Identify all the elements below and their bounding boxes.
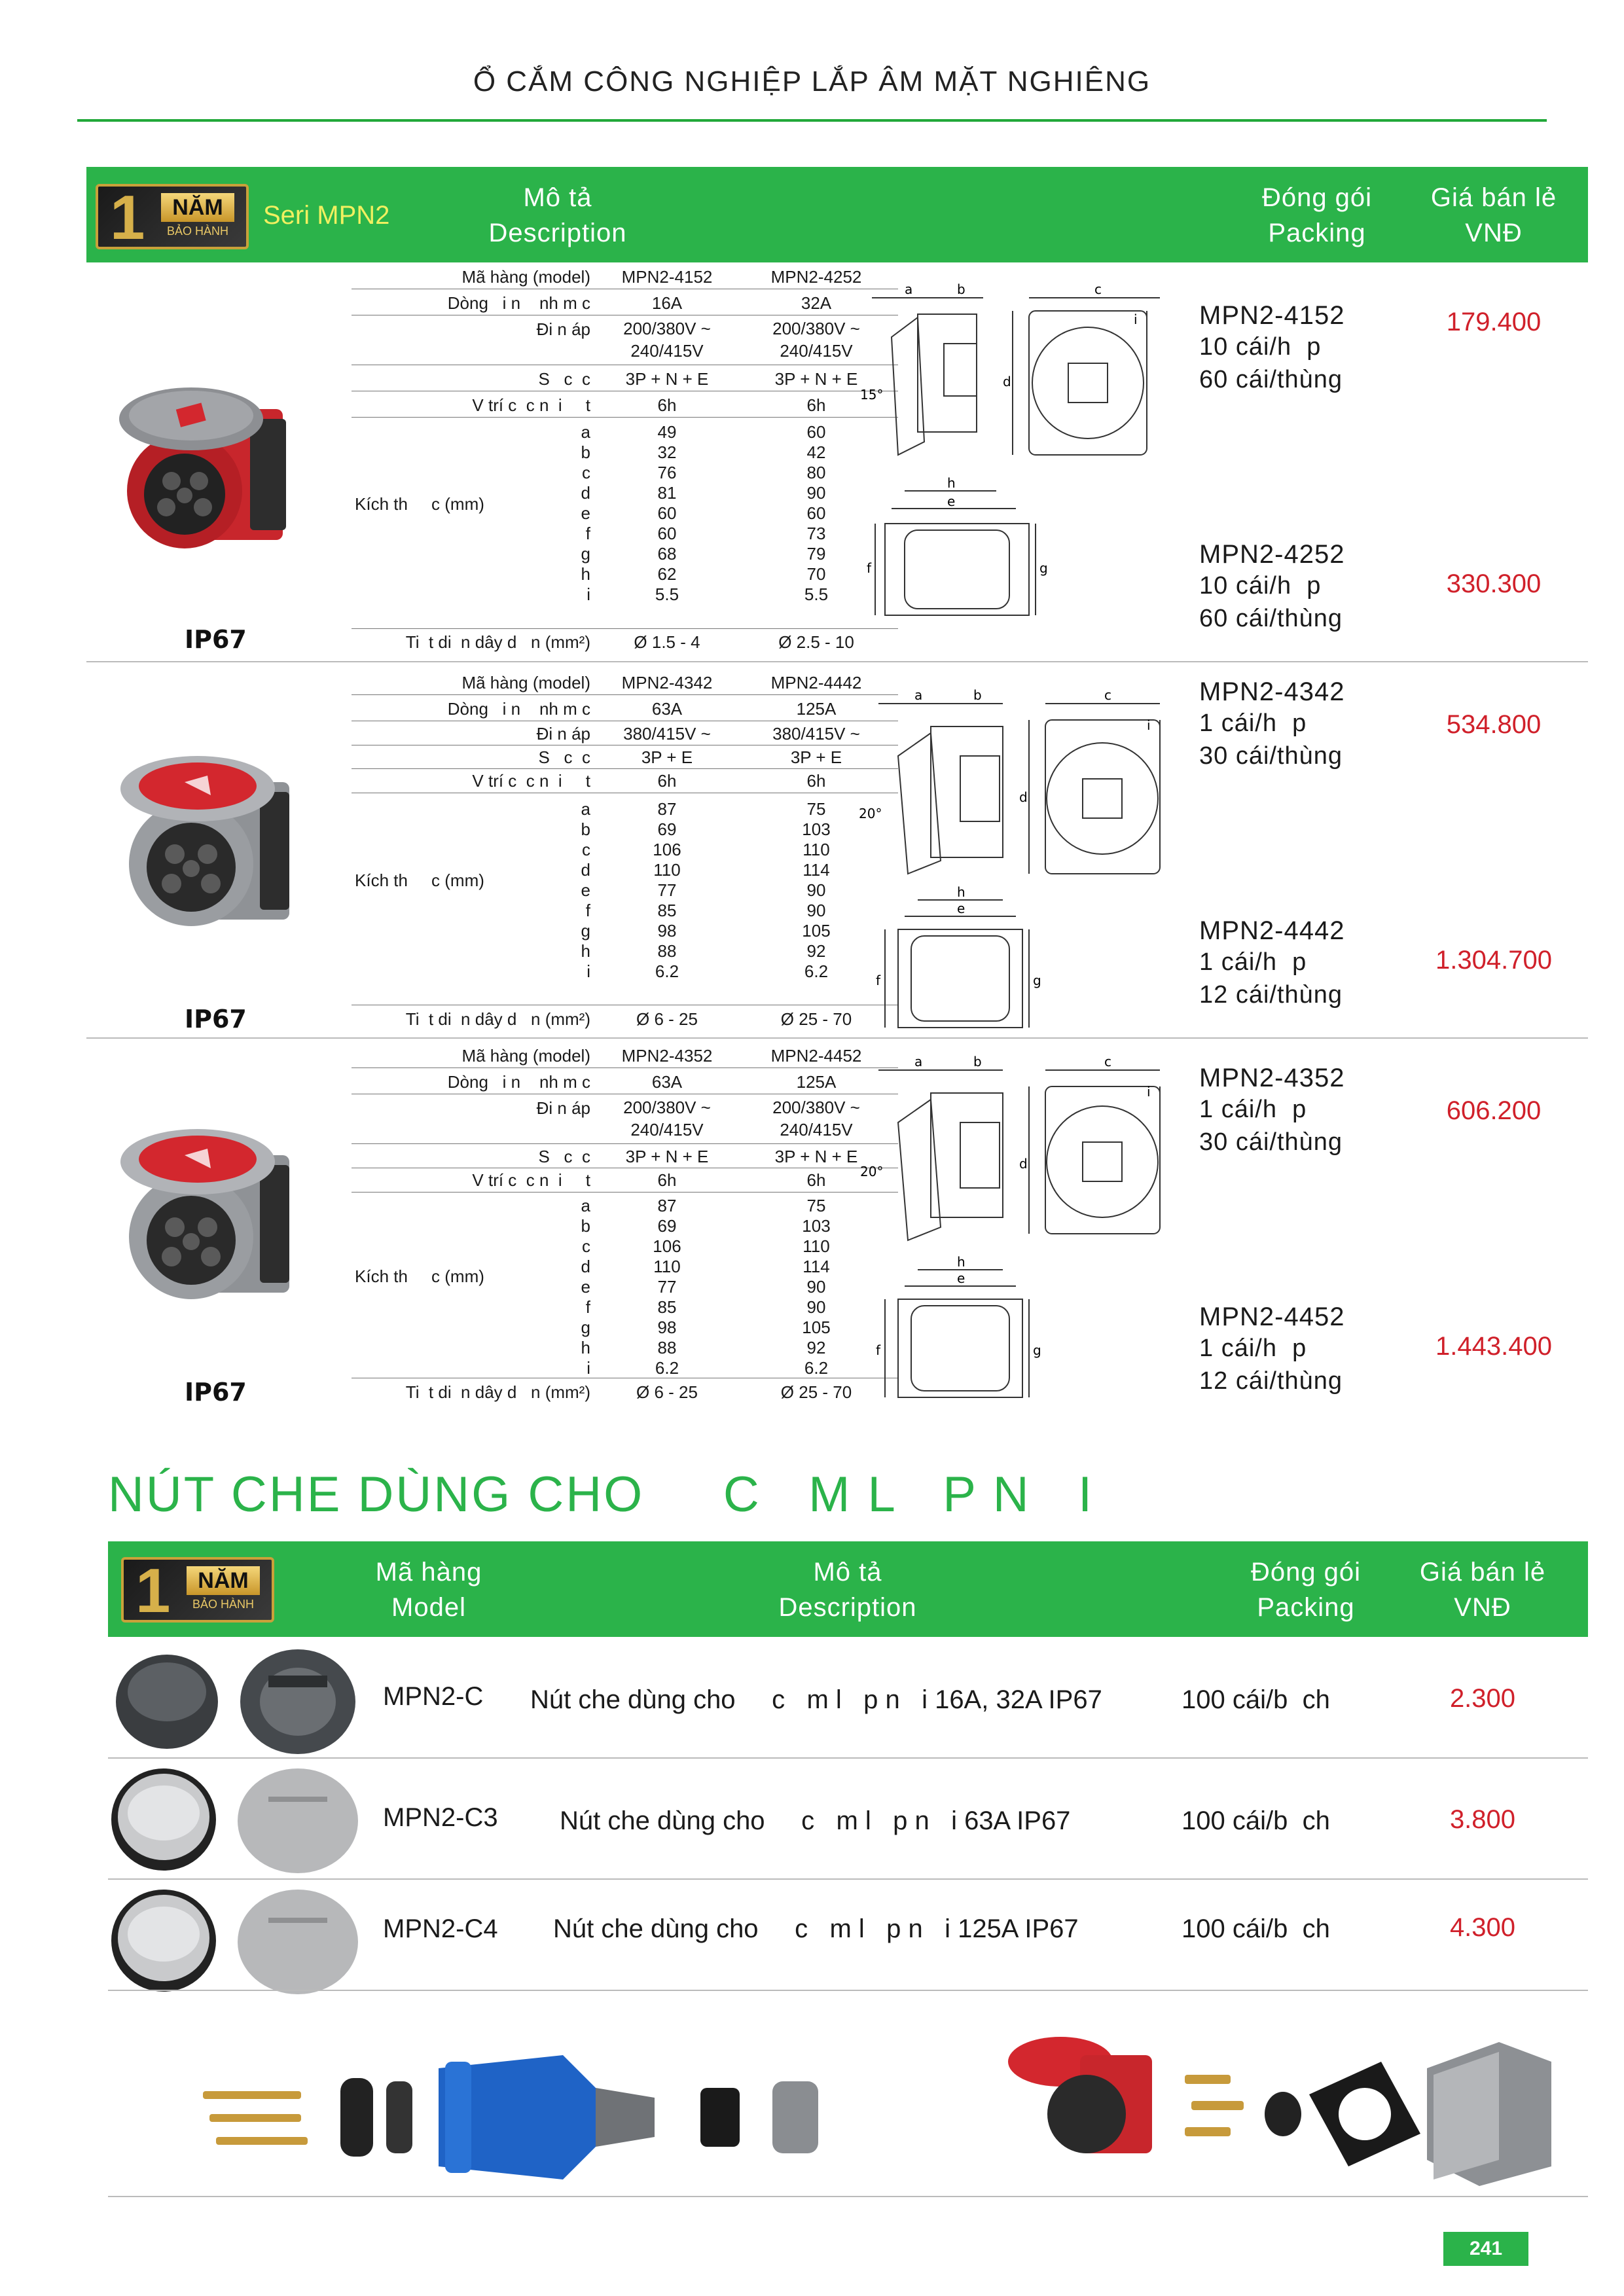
spec-current-2: 125A bbox=[796, 699, 837, 719]
dim-row bbox=[263, 442, 898, 463]
dim-row bbox=[263, 1257, 898, 1277]
dim-key: h bbox=[581, 1338, 590, 1357]
dim-row bbox=[263, 1318, 898, 1338]
dim-row bbox=[263, 463, 898, 483]
dim-key: i bbox=[586, 1358, 590, 1378]
spec-model-label: Mã hàng (model) bbox=[461, 1046, 590, 1066]
dim-value-1: 76 bbox=[657, 463, 677, 482]
cap-header-price-vi: Giá bán lẻ bbox=[1419, 1558, 1546, 1587]
item-price: 330.300 bbox=[1446, 569, 1542, 598]
svg-text:f: f bbox=[867, 560, 872, 576]
spec-model-label: Mã hàng (model) bbox=[461, 673, 590, 692]
dim-value-2: 60 bbox=[806, 503, 826, 523]
block-divider bbox=[86, 661, 1588, 662]
svg-text:c: c bbox=[1104, 1054, 1111, 1069]
dim-row bbox=[263, 483, 898, 503]
dim-value-2: 110 bbox=[803, 840, 830, 859]
cap-price: 3.800 bbox=[1449, 1805, 1516, 1834]
dim-value-2: 90 bbox=[806, 483, 826, 503]
dim-key: e bbox=[581, 503, 590, 523]
product-table-header bbox=[86, 167, 1588, 262]
page-title: Ổ CẮM CÔNG NGHIỆP LẮP ÂM MẶT NGHIÊNG bbox=[473, 65, 1151, 98]
dim-value-1: 69 bbox=[657, 1216, 677, 1236]
spec-model-2: MPN2-4452 bbox=[770, 1046, 862, 1066]
title-divider bbox=[77, 119, 1547, 122]
dim-key: e bbox=[581, 880, 590, 900]
dim-value-1: 32 bbox=[657, 442, 677, 462]
spec-model-label: Mã hàng (model) bbox=[461, 267, 590, 287]
dim-row bbox=[263, 880, 898, 901]
svg-text:e: e bbox=[947, 493, 956, 509]
dim-value-1: 77 bbox=[657, 880, 677, 900]
dim-value-2: 92 bbox=[806, 1338, 826, 1357]
dim-row bbox=[263, 1277, 898, 1297]
dim-value-2: 90 bbox=[806, 1277, 826, 1297]
spec-wire-1: Ø 6 - 25 bbox=[636, 1009, 698, 1029]
spec-wire-2: Ø 2.5 - 10 bbox=[778, 632, 854, 652]
spec-model-1: MPN2-4152 bbox=[621, 267, 713, 287]
spec-current-1: 63A bbox=[651, 1072, 683, 1092]
dim-value-2: 42 bbox=[806, 442, 826, 462]
spec-model-2: MPN2-4442 bbox=[770, 673, 862, 692]
spec-current-1: 16A bbox=[651, 293, 683, 313]
spec-voltage-1: 200/380V ~ 240/415V bbox=[623, 1098, 711, 1139]
warranty-badge bbox=[121, 1556, 274, 1626]
dim-value-1: 81 bbox=[657, 483, 677, 503]
item-code: MPN2-4152 bbox=[1199, 301, 1345, 330]
ip-rating: IP67 bbox=[185, 1005, 247, 1033]
dim-value-1: 6.2 bbox=[655, 1358, 679, 1378]
dim-value-1: 110 bbox=[653, 1257, 681, 1276]
dimension-drawing bbox=[852, 278, 1245, 632]
header-desc-vi: Mô tả bbox=[523, 183, 592, 212]
dim-key: b bbox=[581, 1216, 590, 1236]
dim-key: a bbox=[581, 422, 590, 442]
spec-poles-2: 3P + N + E bbox=[774, 1147, 858, 1166]
dim-row bbox=[263, 799, 898, 819]
item-pack: 1 cái/h p bbox=[1199, 948, 1307, 976]
item-code: MPN2-4452 bbox=[1199, 1302, 1345, 1331]
product-block-1 bbox=[86, 265, 1588, 658]
warranty-word: NĂM bbox=[161, 193, 234, 222]
spec-table bbox=[263, 671, 898, 1037]
spec-earth-label: V trí c c n i t bbox=[472, 1170, 590, 1190]
spec-voltage-2: 200/380V ~ 240/415V bbox=[772, 1098, 860, 1139]
dim-key: d bbox=[581, 860, 590, 880]
item-code: MPN2-4352 bbox=[1199, 1064, 1345, 1092]
spec-voltage-label: Đi n áp bbox=[536, 319, 590, 339]
item-pack: 60 cái/thùng bbox=[1199, 366, 1343, 393]
cap-header-desc-en: Description bbox=[778, 1593, 917, 1622]
cap-section-title: NÚT CHE DÙNG CHO C M L P N I bbox=[108, 1467, 1094, 1522]
spec-model-1: MPN2-4352 bbox=[621, 1046, 713, 1066]
dim-key: h bbox=[581, 564, 590, 584]
row-divider bbox=[108, 1878, 1588, 1880]
cap-desc: Nút che dùng cho c m l p n i 16A, 32A IP67 bbox=[530, 1685, 1102, 1714]
cap-header-price-en: VNĐ bbox=[1454, 1593, 1511, 1622]
item-pack: 10 cái/h p bbox=[1199, 572, 1322, 600]
dim-row bbox=[263, 1358, 898, 1378]
cap-row bbox=[108, 1640, 1588, 1757]
warranty-sub: BẢO HÀNH bbox=[166, 224, 229, 238]
dim-value-1: 6.2 bbox=[655, 961, 679, 981]
svg-text:f: f bbox=[876, 973, 881, 988]
dim-value-2: 114 bbox=[803, 860, 830, 880]
dim-key: c bbox=[582, 840, 590, 859]
dim-value-1: 68 bbox=[657, 544, 677, 564]
spec-earth-2: 6h bbox=[806, 771, 826, 791]
item-pack: 30 cái/thùng bbox=[1199, 742, 1343, 770]
dim-value-2: 5.5 bbox=[804, 584, 829, 604]
dim-value-2: 105 bbox=[802, 1318, 831, 1337]
angle-label: 20° bbox=[859, 806, 882, 821]
item-price: 1.443.400 bbox=[1435, 1332, 1552, 1361]
item-code: MPN2-4442 bbox=[1199, 916, 1345, 945]
header-price-vi: Giá bán lẻ bbox=[1430, 183, 1557, 212]
dim-row bbox=[263, 544, 898, 564]
spec-wire-label: Ti t di n dây d n (mm²) bbox=[405, 1382, 590, 1402]
cap-code: MPN2-C3 bbox=[383, 1803, 498, 1832]
svg-text:h: h bbox=[957, 884, 965, 900]
spec-wire-2: Ø 25 - 70 bbox=[780, 1382, 852, 1402]
dim-value-1: 77 bbox=[657, 1277, 677, 1297]
cap-row bbox=[108, 1882, 1588, 2000]
spec-current-label: Dòng i n nh m c bbox=[447, 699, 590, 719]
cap-photo-dark bbox=[108, 1640, 370, 1757]
angle-label: 20° bbox=[860, 1164, 884, 1179]
dim-key: c bbox=[582, 1236, 590, 1256]
dim-value-1: 62 bbox=[657, 564, 677, 584]
ip-rating: IP67 bbox=[185, 625, 247, 654]
svg-text:h: h bbox=[957, 1254, 965, 1270]
spec-current-label: Dòng i n nh m c bbox=[447, 293, 590, 313]
dim-row bbox=[263, 819, 898, 840]
row-divider bbox=[108, 1757, 1588, 1759]
dim-value-2: 90 bbox=[806, 901, 826, 920]
svg-text:g: g bbox=[1033, 1342, 1041, 1358]
item-code: MPN2-4252 bbox=[1199, 540, 1345, 569]
svg-text:e: e bbox=[957, 901, 965, 916]
item-code: MPN2-4342 bbox=[1199, 677, 1345, 706]
dim-value-1: 85 bbox=[657, 1297, 677, 1317]
dim-value-1: 110 bbox=[653, 860, 681, 880]
dims-label: Kích th c (mm) bbox=[355, 494, 484, 514]
svg-text:i: i bbox=[1147, 717, 1151, 733]
cap-code: MPN2-C bbox=[383, 1682, 484, 1711]
block-divider bbox=[86, 1037, 1588, 1039]
dim-row bbox=[263, 1216, 898, 1236]
header-price-en: VNĐ bbox=[1465, 219, 1523, 247]
warranty-number: 1 bbox=[135, 1556, 171, 1626]
spec-table bbox=[263, 265, 898, 658]
header-pack-vi: Đóng gói bbox=[1261, 183, 1373, 212]
dim-key: b bbox=[581, 442, 590, 462]
warranty-badge bbox=[96, 183, 249, 253]
dim-value-2: 105 bbox=[802, 921, 831, 941]
spec-earth-label: V trí c c n i t bbox=[472, 771, 590, 791]
dim-row bbox=[263, 564, 898, 584]
dim-key: g bbox=[581, 544, 590, 564]
svg-text:b: b bbox=[973, 687, 982, 703]
spec-poles-2: 3P + N + E bbox=[774, 369, 858, 389]
dim-row bbox=[263, 503, 898, 524]
dim-value-2: 114 bbox=[803, 1257, 830, 1276]
dim-row bbox=[263, 860, 898, 880]
svg-text:d: d bbox=[1003, 374, 1011, 389]
warranty-sub: BẢO HÀNH bbox=[192, 1598, 255, 1611]
product-block-3 bbox=[86, 1044, 1588, 1410]
dim-row bbox=[263, 941, 898, 961]
warranty-number: 1 bbox=[110, 183, 145, 253]
dim-row bbox=[263, 524, 898, 544]
dim-value-2: 6.2 bbox=[804, 961, 829, 981]
cap-header-model-vi: Mã hàng bbox=[375, 1558, 482, 1587]
dim-key: g bbox=[581, 921, 590, 941]
dim-value-1: 98 bbox=[657, 921, 677, 941]
dim-value-2: 60 bbox=[806, 422, 826, 442]
dim-value-2: 75 bbox=[806, 1196, 826, 1215]
dim-value-2: 90 bbox=[806, 1297, 826, 1317]
dim-value-2: 6.2 bbox=[804, 1358, 829, 1378]
dim-row bbox=[263, 584, 898, 605]
dim-value-2: 92 bbox=[806, 941, 826, 961]
cap-desc: Nút che dùng cho c m l p n i 125A IP67 bbox=[553, 1914, 1079, 1943]
spec-wire-label: Ti t di n dây d n (mm²) bbox=[405, 1009, 590, 1029]
dim-value-1: 87 bbox=[657, 799, 677, 819]
spec-poles-1: 3P + E bbox=[641, 747, 693, 767]
warranty-word: NĂM bbox=[187, 1566, 260, 1595]
svg-text:b: b bbox=[957, 281, 965, 297]
svg-text:b: b bbox=[973, 1054, 982, 1069]
svg-text:i: i bbox=[1147, 1084, 1151, 1100]
item-pack: 60 cái/thùng bbox=[1199, 605, 1343, 632]
dim-value-2: 103 bbox=[802, 819, 831, 839]
cap-code: MPN2-C4 bbox=[383, 1914, 498, 1943]
item-pack: 12 cái/thùng bbox=[1199, 1367, 1343, 1395]
dim-value-1: 69 bbox=[657, 819, 677, 839]
spec-wire-label: Ti t di n dây d n (mm²) bbox=[405, 632, 590, 652]
dim-value-2: 73 bbox=[806, 524, 826, 543]
svg-text:d: d bbox=[1019, 1156, 1028, 1172]
svg-text:c: c bbox=[1104, 687, 1111, 703]
dim-value-2: 103 bbox=[802, 1216, 831, 1236]
dims-label: Kích th c (mm) bbox=[355, 1266, 484, 1286]
spec-model-2: MPN2-4252 bbox=[770, 267, 862, 287]
spec-current-2: 32A bbox=[801, 293, 832, 313]
svg-text:g: g bbox=[1039, 560, 1048, 576]
svg-text:c: c bbox=[1094, 281, 1102, 297]
spec-poles-1: 3P + N + E bbox=[625, 369, 709, 389]
dim-key: c bbox=[582, 463, 590, 482]
dim-value-1: 85 bbox=[657, 901, 677, 920]
spec-voltage-2: 380/415V ~ bbox=[772, 724, 860, 744]
series-label: Seri MPN2 bbox=[263, 201, 390, 230]
item-pack: 10 cái/h p bbox=[1199, 333, 1322, 361]
dim-key: b bbox=[581, 819, 590, 839]
cap-pack: 100 cái/b ch bbox=[1182, 1685, 1330, 1714]
cap-price: 2.300 bbox=[1449, 1684, 1516, 1713]
dim-row bbox=[263, 1236, 898, 1257]
spec-earth-label: V trí c c n i t bbox=[472, 395, 590, 415]
spec-poles-1: 3P + N + E bbox=[625, 1147, 709, 1166]
spec-voltage-label: Đi n áp bbox=[536, 1098, 590, 1118]
dim-row bbox=[263, 901, 898, 921]
spec-voltage-1: 200/380V ~ 240/415V bbox=[623, 319, 711, 361]
item-pack: 1 cái/h p bbox=[1199, 1335, 1307, 1362]
spec-wire-1: Ø 6 - 25 bbox=[636, 1382, 698, 1402]
dim-key: i bbox=[586, 584, 590, 604]
dim-value-1: 49 bbox=[657, 422, 677, 442]
dim-value-2: 75 bbox=[806, 799, 826, 819]
spec-earth-1: 6h bbox=[657, 395, 677, 415]
item-pack: 12 cái/thùng bbox=[1199, 981, 1343, 1009]
spec-poles-label: S c c bbox=[538, 369, 590, 389]
dim-value-1: 88 bbox=[657, 941, 677, 961]
svg-text:a: a bbox=[914, 687, 923, 703]
dim-row bbox=[263, 1196, 898, 1216]
spec-earth-2: 6h bbox=[806, 1170, 826, 1190]
dim-value-1: 88 bbox=[657, 1338, 677, 1357]
item-price: 1.304.700 bbox=[1435, 946, 1552, 975]
item-price: 179.400 bbox=[1446, 308, 1542, 336]
spec-wire-1: Ø 1.5 - 4 bbox=[634, 632, 700, 652]
dimension-drawing bbox=[852, 1050, 1245, 1404]
item-price: 606.200 bbox=[1446, 1096, 1542, 1125]
dim-row bbox=[263, 1338, 898, 1358]
spec-wire-2: Ø 25 - 70 bbox=[780, 1009, 852, 1029]
dim-row bbox=[263, 921, 898, 941]
svg-text:a: a bbox=[914, 1054, 923, 1069]
spec-voltage-1: 380/415V ~ bbox=[623, 724, 711, 744]
spec-table bbox=[263, 1044, 898, 1410]
dim-key: a bbox=[581, 799, 590, 819]
cap-price: 4.300 bbox=[1449, 1913, 1516, 1942]
dim-value-1: 106 bbox=[653, 840, 681, 859]
svg-text:f: f bbox=[876, 1342, 881, 1358]
dim-value-1: 87 bbox=[657, 1196, 677, 1215]
svg-text:e: e bbox=[957, 1270, 965, 1286]
spec-current-1: 63A bbox=[651, 699, 683, 719]
svg-text:d: d bbox=[1019, 789, 1028, 805]
item-pack: 1 cái/h p bbox=[1199, 1096, 1307, 1123]
dim-row bbox=[263, 840, 898, 860]
svg-text:h: h bbox=[947, 475, 956, 491]
cap-header-pack-vi: Đóng gói bbox=[1250, 1558, 1362, 1587]
dim-value-1: 60 bbox=[657, 524, 677, 543]
cap-pack: 100 cái/b ch bbox=[1182, 1914, 1330, 1943]
spec-earth-1: 6h bbox=[657, 771, 677, 791]
cap-desc: Nút che dùng cho c m l p n i 63A IP67 bbox=[560, 1806, 1071, 1835]
dim-key: h bbox=[581, 941, 590, 961]
cap-header-model-en: Model bbox=[391, 1593, 466, 1622]
spec-poles-2: 3P + E bbox=[790, 747, 842, 767]
ip-rating: IP67 bbox=[185, 1378, 247, 1407]
dim-value-2: 110 bbox=[803, 1236, 830, 1256]
row-divider bbox=[108, 1990, 1588, 1991]
spec-poles-label: S c c bbox=[538, 1147, 590, 1166]
spec-earth-2: 6h bbox=[806, 395, 826, 415]
item-price: 534.800 bbox=[1446, 710, 1542, 739]
dims-label: Kích th c (mm) bbox=[355, 870, 484, 890]
svg-text:i: i bbox=[1134, 312, 1138, 327]
dim-key: f bbox=[585, 1297, 590, 1317]
dim-key: e bbox=[581, 1277, 590, 1297]
cap-header-desc-vi: Mô tả bbox=[813, 1558, 882, 1587]
dim-key: a bbox=[581, 1196, 590, 1215]
angle-label: 15° bbox=[860, 387, 884, 403]
cap-pack: 100 cái/b ch bbox=[1182, 1806, 1330, 1835]
spec-current-2: 125A bbox=[796, 1072, 837, 1092]
cap-photo-grey bbox=[108, 1882, 370, 2000]
spec-model-1: MPN2-4342 bbox=[621, 673, 713, 692]
bottom-divider bbox=[108, 2196, 1588, 2197]
dim-key: i bbox=[586, 961, 590, 981]
cap-row bbox=[108, 1761, 1588, 1878]
dim-value-2: 79 bbox=[806, 544, 826, 564]
product-block-2 bbox=[86, 671, 1588, 1037]
dimension-drawing bbox=[852, 684, 1245, 1037]
item-pack: 1 cái/h p bbox=[1199, 709, 1307, 737]
spec-earth-1: 6h bbox=[657, 1170, 677, 1190]
dim-key: g bbox=[581, 1318, 590, 1337]
dim-row bbox=[263, 961, 898, 982]
dim-value-1: 106 bbox=[653, 1236, 681, 1256]
cap-photo-grey bbox=[108, 1761, 370, 1878]
dim-row bbox=[263, 1297, 898, 1318]
dim-value-1: 5.5 bbox=[655, 584, 679, 604]
dim-key: f bbox=[585, 901, 590, 920]
dim-key: d bbox=[581, 1257, 590, 1276]
dim-value-2: 70 bbox=[806, 564, 826, 584]
header-desc-en: Description bbox=[488, 219, 627, 247]
spec-voltage-label: Đi n áp bbox=[536, 724, 590, 744]
dim-value-1: 60 bbox=[657, 503, 677, 523]
dim-value-2: 90 bbox=[806, 880, 826, 900]
exploded-socket-image bbox=[1001, 2016, 1564, 2193]
dim-value-1: 98 bbox=[657, 1318, 677, 1337]
cap-table-header bbox=[108, 1541, 1588, 1637]
svg-text:g: g bbox=[1033, 973, 1041, 988]
exploded-plug-image bbox=[196, 2016, 929, 2193]
header-pack-en: Packing bbox=[1268, 219, 1366, 247]
dim-row bbox=[263, 422, 898, 442]
spec-voltage-2: 200/380V ~ 240/415V bbox=[772, 319, 860, 361]
svg-text:a: a bbox=[905, 281, 913, 297]
dim-key: d bbox=[581, 483, 590, 503]
spec-current-label: Dòng i n nh m c bbox=[447, 1072, 590, 1092]
page-number: 241 bbox=[1443, 2232, 1528, 2266]
spec-poles-label: S c c bbox=[538, 747, 590, 767]
cap-header-pack-en: Packing bbox=[1257, 1593, 1355, 1622]
dim-key: f bbox=[585, 524, 590, 543]
dim-value-2: 80 bbox=[806, 463, 826, 482]
item-pack: 30 cái/thùng bbox=[1199, 1128, 1343, 1156]
